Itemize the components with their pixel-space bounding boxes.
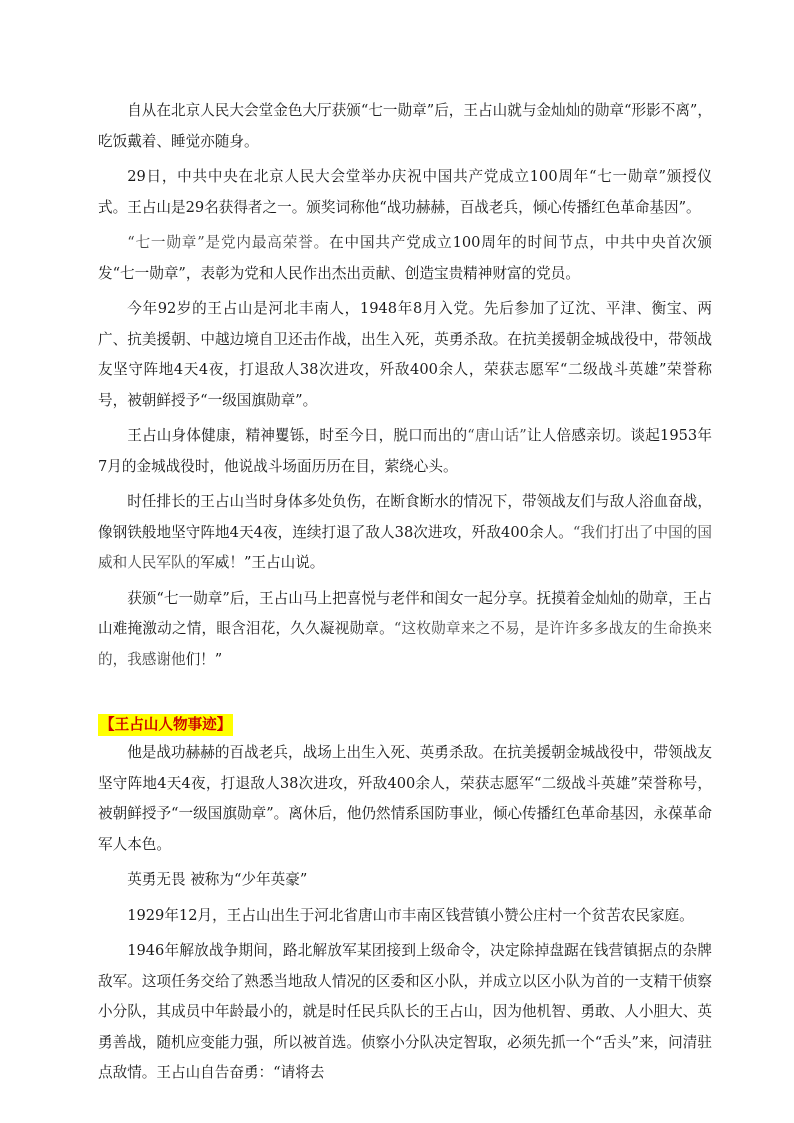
paragraph (98, 901, 712, 932)
paragraph-text: 们！” (185, 650, 223, 668)
paragraph-text: 自从在北京人民大会堂金色大厅获颁“七一勋章”后，王占山就与金灿灿的勋章“形影不离”，吃饭戴着、睡觉亦随身。 (98, 102, 712, 150)
paragraph (98, 738, 712, 860)
section-spacer (98, 680, 712, 710)
paragraph (98, 228, 712, 289)
paragraph (98, 487, 712, 579)
paragraph-text: 在中国共产党成立100周年的时间节点，中共中央首次颁发“七一勋章”，表彰为党和人民作出杰出贡献、创造宝贵精神财富的党员。 (98, 234, 712, 282)
paragraph (98, 294, 712, 416)
paragraph (98, 936, 712, 1089)
section-heading: 【王占山人物事迹】 (98, 714, 233, 736)
paragraph-text: 他是战功赫赫的百战老兵，战场上出生入死、英勇杀敌。在抗美援朝金城战役中，带领战友坚守阵地4天4夜，打退敌人38次进攻，歼敌400余人，荣获志愿军“二级战斗英雄”荣誉称号，被朝鲜授予“一级国旗勋章”。离休后，他仍然情系国防事业，倾心传播红色革命基因，永葆革命军人本色。 (98, 744, 712, 853)
document-body (98, 96, 712, 1094)
quote-text: “七一勋章”是党内最高荣誉。 (127, 234, 330, 251)
paragraph-text: 1946年解放战争期间，路北解放军某团接到上级命令，决定除掉盘踞在钱营镇据点的杂牌敌军。这项任务交给了熟悉当地敌人情况的区委和区小队，并成立以区小队为首的一支精干侦察小分队，其成员中年龄最小的，就是时任民兵队长的王占山，因为他机智、勇敢、人小胆大、英勇善战，随机应变能力强，所以被首选。侦察小分队决定智取，必须先抓一个“舌头”来，问清驻点敌情。王占山自告奋勇：“请将去 (98, 942, 712, 1081)
quote-text: “这枚勋章来之不易，是许许多多战友的生命换来的，我感谢他 (98, 620, 712, 668)
paragraph-text: 王占山身体健康，精神矍铄，时至今日，脱口而出的 (127, 427, 468, 444)
paragraph-text: 29日，中共中央在北京人民大会堂举办庆祝中国共产党成立100周年“七一勋章”颁授仪式。王占山是29名获得者之一。颁奖词称他“战功赫赫，百战老兵，倾心传播红色革命基因”。 (98, 168, 712, 216)
subheading (98, 865, 712, 896)
subheading-text: 英勇无畏 被称为“少年英豪” (127, 871, 308, 888)
paragraph (98, 96, 712, 157)
paragraph-text: 时任排长的王占山当时身体多处负伤，在断食断水的情况下，带领战友们与敌人浴血奋战，像钢铁般地坚守阵地4天4夜，连续打退了敌人38次进攻，歼敌400余人。 (98, 493, 712, 541)
quote-text: “我们打出了中国的国威和人民军队的 (98, 523, 712, 571)
paragraph-text: 1929年12月，王占山出生于河北省唐山市丰南区钱营镇小赞公庄村一个贫苦农民家庭。 (127, 906, 694, 924)
section-heading-row (98, 710, 712, 734)
paragraph (98, 584, 712, 676)
paragraph (98, 162, 712, 223)
paragraph-text: 军威！”王占山说。 (200, 554, 325, 571)
paragraph (98, 421, 712, 482)
paragraph-text: 今年92岁的王占山是河北丰南人，1948年8月入党。先后参加了辽沈、平津、衡宝、两广、抗美援朝、中越边境自卫还击作战，出生入死，英勇杀敌。在抗美援朝金城战役中，带领战友坚守阵地4天4夜，打退敌人38次进攻，歼敌400余人，荣获志愿军“二级战斗英雄”荣誉称号，被朝鲜授予“一级国旗勋章”。 (98, 300, 712, 409)
paragraph-text: 获颁“七一勋章”后，王占山马上把喜悦与老伴和闺女一起分享。抚摸着金灿灿的勋章，王占山难掩激动之情，眼含泪花，久久凝视勋章。 (98, 589, 712, 637)
quote-text: “唐山话” (467, 427, 527, 444)
paragraph-text: 让人倍感亲切。谈起1953年7月的金城战役时，他说战斗场面历历在目，萦绕心头。 (98, 427, 712, 475)
